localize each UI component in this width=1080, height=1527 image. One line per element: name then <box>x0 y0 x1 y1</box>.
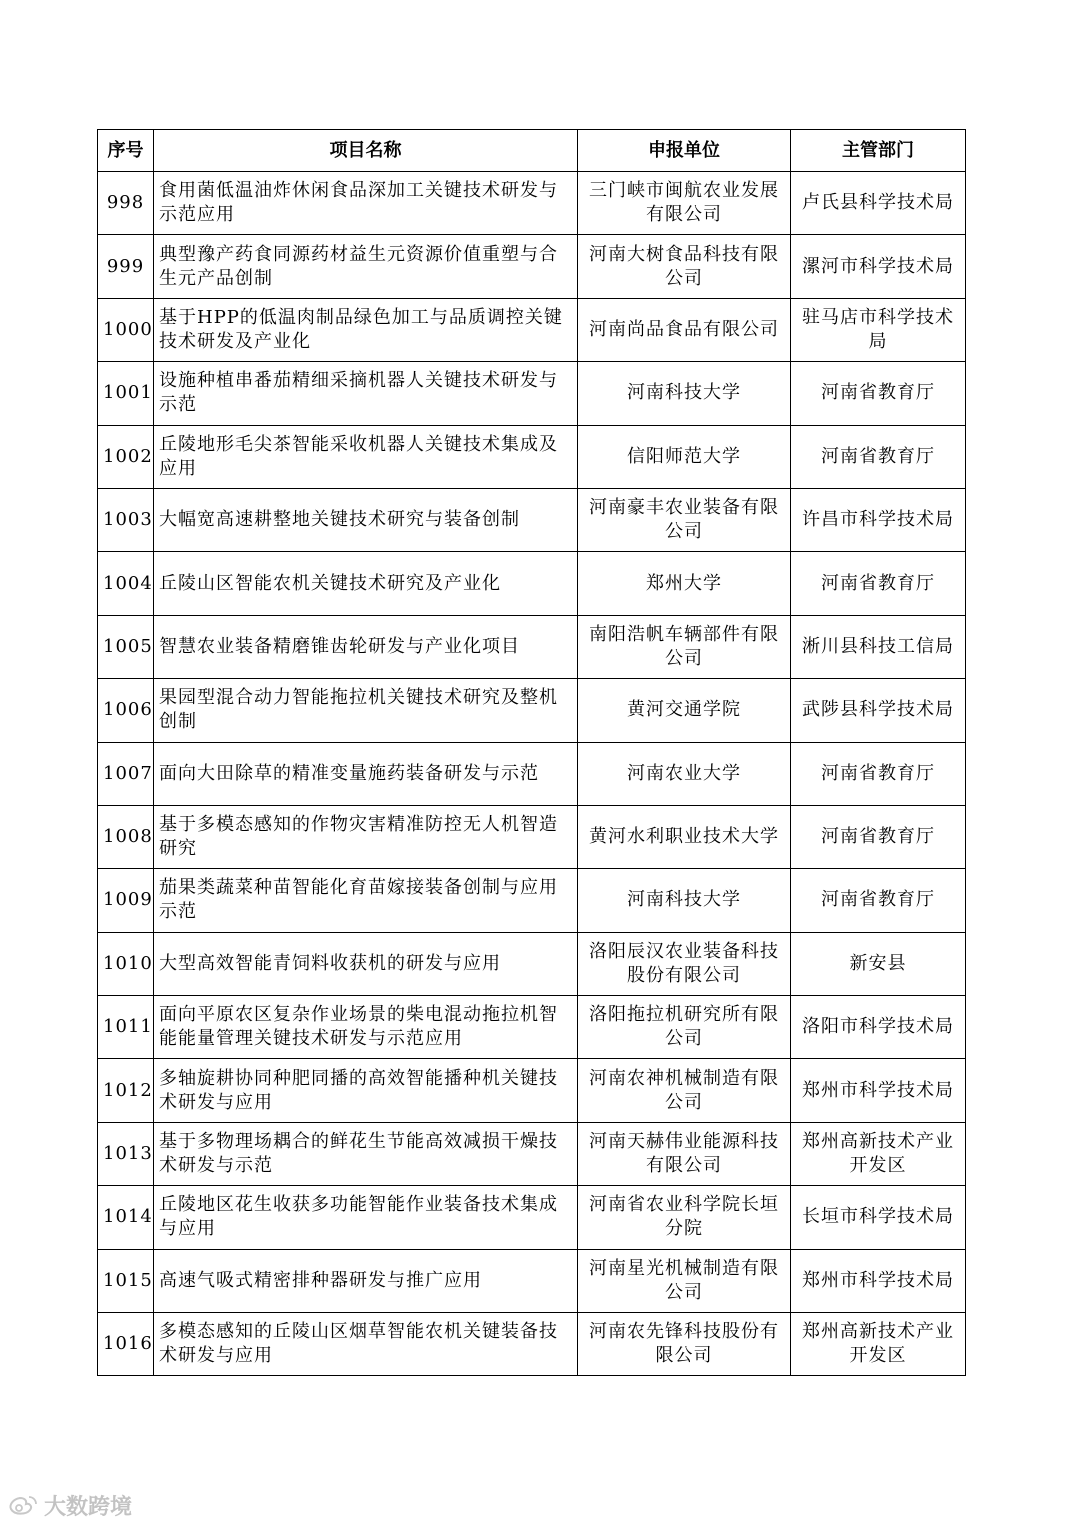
cell-serial: 999 <box>98 235 154 298</box>
cell-applicant: 河南科技大学 <box>578 362 791 425</box>
table-row <box>98 172 966 235</box>
cell-applicant: 郑州大学 <box>578 552 791 615</box>
cell-serial: 1006 <box>98 679 154 742</box>
table-row <box>98 552 966 615</box>
cell-serial: 1003 <box>98 488 154 551</box>
cell-applicant: 信阳师范大学 <box>578 425 791 488</box>
table-row <box>98 932 966 995</box>
cell-applicant: 河南农神机械制造有限公司 <box>578 1059 791 1122</box>
cell-department: 卢氏县科学技术局 <box>791 172 966 235</box>
cell-project-name: 典型豫产药食同源药材益生元资源价值重塑与合生元产品创制 <box>154 235 578 298</box>
cell-serial: 1011 <box>98 996 154 1059</box>
cell-serial: 1014 <box>98 1186 154 1249</box>
cell-department: 河南省教育厅 <box>791 362 966 425</box>
header-serial: 序号 <box>98 130 154 172</box>
cell-applicant: 河南农先锋科技股份有限公司 <box>578 1313 791 1376</box>
table-row <box>98 425 966 488</box>
cell-applicant: 河南科技大学 <box>578 869 791 932</box>
table-row <box>98 742 966 805</box>
cell-serial: 1007 <box>98 742 154 805</box>
cell-project-name: 多模态感知的丘陵山区烟草智能农机关键装备技术研发与应用 <box>154 1313 578 1376</box>
cell-serial: 1010 <box>98 932 154 995</box>
table-row <box>98 1186 966 1249</box>
cell-project-name: 基于HPP的低温肉制品绿色加工与品质调控关键技术研发及产业化 <box>154 298 578 361</box>
table-row <box>98 362 966 425</box>
cell-applicant: 河南天赫伟业能源科技有限公司 <box>578 1122 791 1185</box>
cell-department: 郑州市科学技术局 <box>791 1249 966 1312</box>
table-row <box>98 679 966 742</box>
cell-applicant: 黄河水利职业技术大学 <box>578 805 791 868</box>
table-row <box>98 805 966 868</box>
cell-department: 漯河市科学技术局 <box>791 235 966 298</box>
project-table <box>97 129 966 1376</box>
cell-project-name: 丘陵山区智能农机关键技术研究及产业化 <box>154 552 578 615</box>
cell-project-name: 茄果类蔬菜种苗智能化育苗嫁接装备创制与应用示范 <box>154 869 578 932</box>
cell-department: 郑州高新技术产业开发区 <box>791 1313 966 1376</box>
cell-serial: 1015 <box>98 1249 154 1312</box>
cell-department: 洛阳市科学技术局 <box>791 996 966 1059</box>
cell-department: 淅川县科技工信局 <box>791 615 966 678</box>
watermark-text: 大数跨境 <box>44 1494 133 1520</box>
cell-department: 郑州市科学技术局 <box>791 1059 966 1122</box>
cell-department: 河南省教育厅 <box>791 742 966 805</box>
cell-department: 郑州高新技术产业开发区 <box>791 1122 966 1185</box>
cell-project-name: 丘陵地形毛尖茶智能采收机器人关键技术集成及应用 <box>154 425 578 488</box>
cell-applicant: 洛阳拖拉机研究所有限公司 <box>578 996 791 1059</box>
cell-applicant: 南阳浩帆车辆部件有限公司 <box>578 615 791 678</box>
cell-applicant: 河南尚品食品有限公司 <box>578 298 791 361</box>
cell-department: 河南省教育厅 <box>791 805 966 868</box>
cell-serial: 1005 <box>98 615 154 678</box>
cell-serial: 1016 <box>98 1313 154 1376</box>
cell-applicant: 河南豪丰农业装备有限公司 <box>578 488 791 551</box>
cell-serial: 1002 <box>98 425 154 488</box>
cell-department: 长垣市科学技术局 <box>791 1186 966 1249</box>
table-row <box>98 1059 966 1122</box>
cell-serial: 1012 <box>98 1059 154 1122</box>
cell-applicant: 黄河交通学院 <box>578 679 791 742</box>
table-row <box>98 615 966 678</box>
cell-applicant: 河南省农业科学院长垣分院 <box>578 1186 791 1249</box>
header-project-name: 项目名称 <box>154 130 578 172</box>
cell-project-name: 大型高效智能青饲料收获机的研发与应用 <box>154 932 578 995</box>
header-department: 主管部门 <box>791 130 966 172</box>
cell-project-name: 食用菌低温油炸休闲食品深加工关键技术研发与示范应用 <box>154 172 578 235</box>
cell-serial: 1000 <box>98 298 154 361</box>
table-row <box>98 1249 966 1312</box>
table-row <box>98 235 966 298</box>
cell-department: 河南省教育厅 <box>791 552 966 615</box>
table-row <box>98 488 966 551</box>
table-row <box>98 869 966 932</box>
cell-serial: 1008 <box>98 805 154 868</box>
watermark <box>8 1490 132 1520</box>
table-header-row <box>98 130 966 172</box>
cell-department: 新安县 <box>791 932 966 995</box>
table-row <box>98 1122 966 1185</box>
cell-applicant: 洛阳辰汉农业装备科技股份有限公司 <box>578 932 791 995</box>
cell-project-name: 丘陵地区花生收获多功能智能作业装备技术集成与应用 <box>154 1186 578 1249</box>
table-row <box>98 996 966 1059</box>
cell-project-name: 多轴旋耕协同种肥同播的高效智能播种机关键技术研发与应用 <box>154 1059 578 1122</box>
cell-serial: 998 <box>98 172 154 235</box>
cell-project-name: 设施种植串番茄精细采摘机器人关键技术研发与示范 <box>154 362 578 425</box>
cell-serial: 1013 <box>98 1122 154 1185</box>
cell-applicant: 三门峡市闽航农业发展有限公司 <box>578 172 791 235</box>
weibo-logo-icon <box>8 1493 38 1517</box>
table-body <box>98 172 966 1376</box>
cell-department: 河南省教育厅 <box>791 425 966 488</box>
cell-applicant: 河南星光机械制造有限公司 <box>578 1249 791 1312</box>
cell-applicant: 河南农业大学 <box>578 742 791 805</box>
cell-project-name: 果园型混合动力智能拖拉机关键技术研究及整机创制 <box>154 679 578 742</box>
cell-department: 驻马店市科学技术局 <box>791 298 966 361</box>
cell-applicant: 河南大树食品科技有限公司 <box>578 235 791 298</box>
cell-project-name: 智慧农业装备精磨锥齿轮研发与产业化项目 <box>154 615 578 678</box>
cell-project-name: 基于多物理场耦合的鲜花生节能高效减损干燥技术研发与示范 <box>154 1122 578 1185</box>
cell-project-name: 大幅宽高速耕整地关键技术研究与装备创制 <box>154 488 578 551</box>
table-row <box>98 1313 966 1376</box>
cell-department: 河南省教育厅 <box>791 869 966 932</box>
cell-serial: 1001 <box>98 362 154 425</box>
cell-department: 武陟县科学技术局 <box>791 679 966 742</box>
cell-project-name: 高速气吸式精密排种器研发与推广应用 <box>154 1249 578 1312</box>
cell-serial: 1009 <box>98 869 154 932</box>
cell-project-name: 基于多模态感知的作物灾害精准防控无人机智造研究 <box>154 805 578 868</box>
header-applicant: 申报单位 <box>578 130 791 172</box>
cell-department: 许昌市科学技术局 <box>791 488 966 551</box>
cell-serial: 1004 <box>98 552 154 615</box>
cell-project-name: 面向大田除草的精准变量施药装备研发与示范 <box>154 742 578 805</box>
cell-project-name: 面向平原农区复杂作业场景的柴电混动拖拉机智能能量管理关键技术研发与示范应用 <box>154 996 578 1059</box>
table-row <box>98 298 966 361</box>
